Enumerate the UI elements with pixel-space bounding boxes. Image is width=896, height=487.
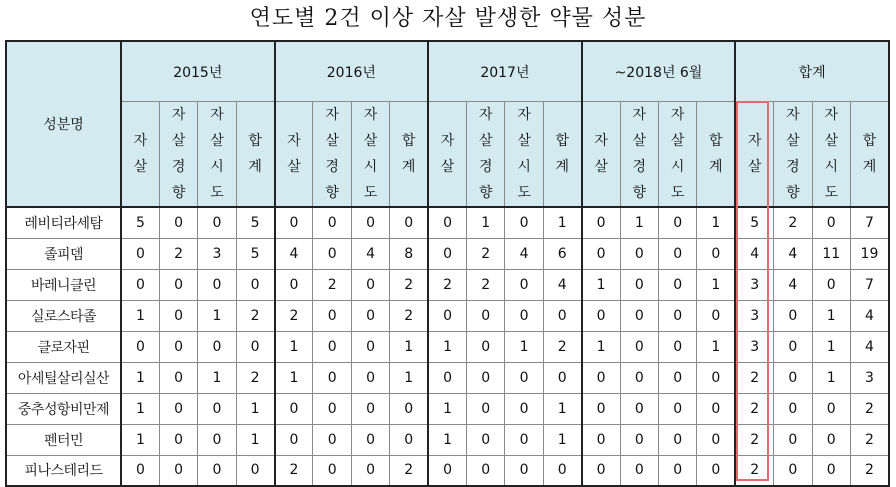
value-cell: 0 [275,207,313,238]
value-cell: 0 [582,424,620,455]
value-cell: 1 [812,300,850,331]
value-cell: 0 [582,300,620,331]
value-cell: 4 [543,269,581,300]
value-cell: 2 [275,455,313,486]
value-cell: 19 [850,238,889,269]
subheader-suicide-g1 [275,102,313,208]
value-cell: 0 [313,362,351,393]
value-cell: 0 [620,238,658,269]
value-cell: 0 [198,424,236,455]
value-cell: 2 [275,300,313,331]
value-cell: 0 [697,300,735,331]
subheader-suicide-tendency-g4 [774,102,812,208]
value-cell: 0 [390,207,428,238]
value-cell: 0 [658,269,696,300]
value-cell: 0 [159,207,197,238]
value-cell: 0 [658,362,696,393]
value-cell: 0 [351,393,389,424]
value-cell: 0 [428,300,466,331]
subheader-suicide-tendency-g2 [467,102,505,208]
value-cell: 0 [697,238,735,269]
value-cell: 0 [428,238,466,269]
drug-name-cell: 실로스타졸 [6,300,121,331]
drug-name-cell: 졸피뎀 [6,238,121,269]
value-cell: 0 [467,393,505,424]
value-cell: 2 [236,300,274,331]
value-cell: 0 [313,393,351,424]
value-cell: 2 [735,455,773,486]
value-cell: 4 [735,238,773,269]
name-column-header: 성분명 [6,41,121,207]
value-cell: 0 [582,207,620,238]
subheader-label: 합계 [555,133,569,175]
value-cell: 1 [428,393,466,424]
value-cell: 0 [505,424,543,455]
value-cell: 3 [735,331,773,362]
value-cell: 2 [467,238,505,269]
year-header-2018: ~2018년 6월 [582,41,736,102]
subheader-label: 자살경향 [171,107,186,201]
subheader-label: 자살 [133,133,148,175]
value-cell: 0 [159,455,197,486]
subheader-suicide-g2 [428,102,466,208]
value-cell: 4 [774,238,812,269]
table-row [6,393,889,424]
table-row [6,269,889,300]
table-row [6,300,889,331]
value-cell: 0 [620,331,658,362]
value-cell: 1 [428,331,466,362]
subheader-suicide-attempt-g3 [658,102,696,208]
value-cell: 4 [850,331,889,362]
value-cell: 0 [159,362,197,393]
subheader-suicide-attempt-g2 [505,102,543,208]
table-row [6,331,889,362]
subheader-label: 자살시도 [670,107,685,201]
subheader-label: 자살 [594,133,608,175]
value-cell: 7 [850,207,889,238]
value-cell: 0 [121,269,159,300]
value-cell: 1 [390,362,428,393]
value-cell: 0 [121,238,159,269]
subheader-suicide-g3 [582,102,620,208]
value-cell: 0 [351,269,389,300]
value-cell: 1 [198,300,236,331]
value-cell: 0 [351,424,389,455]
value-cell: 0 [582,362,620,393]
value-cell: 1 [543,424,581,455]
value-cell: 2 [390,455,428,486]
value-cell: 0 [275,269,313,300]
value-cell: 0 [774,362,812,393]
value-cell: 0 [159,393,197,424]
value-cell: 0 [313,424,351,455]
value-cell: 0 [467,455,505,486]
value-cell: 0 [467,331,505,362]
value-cell: 0 [505,455,543,486]
value-cell: 0 [121,331,159,362]
value-cell: 0 [236,455,274,486]
value-cell: 1 [812,331,850,362]
value-cell: 4 [505,238,543,269]
value-cell: 0 [812,269,850,300]
value-cell: 0 [582,455,620,486]
value-cell: 0 [198,331,236,362]
value-cell: 0 [390,393,428,424]
subheader-label: 자살시도 [824,107,838,201]
value-cell: 0 [467,424,505,455]
value-cell: 4 [850,300,889,331]
table-row [6,207,889,238]
subheader-suicide-tendency-g0 [159,102,197,208]
drug-name-cell: 아세틸살리실산 [6,362,121,393]
drug-name-cell: 레비티라세탐 [6,207,121,238]
drug-suicide-table [5,40,890,487]
subheader-label: 합계 [862,133,877,175]
value-cell: 0 [658,331,696,362]
value-cell: 7 [850,269,889,300]
value-cell: 1 [812,362,850,393]
value-cell: 0 [428,362,466,393]
value-cell: 1 [697,207,735,238]
value-cell: 1 [428,424,466,455]
value-cell: 0 [313,455,351,486]
value-cell: 2 [774,207,812,238]
value-cell: 2 [428,269,466,300]
value-cell: 0 [236,269,274,300]
value-cell: 0 [812,393,850,424]
value-cell: 0 [620,424,658,455]
value-cell: 0 [658,424,696,455]
value-cell: 0 [505,207,543,238]
value-cell: 4 [351,238,389,269]
value-cell: 1 [697,331,735,362]
value-cell: 0 [658,455,696,486]
value-cell: 0 [467,300,505,331]
value-cell: 0 [505,269,543,300]
value-cell: 2 [236,362,274,393]
subheader-suicide-g4 [735,102,773,208]
value-cell: 0 [121,455,159,486]
value-cell: 0 [159,269,197,300]
value-cell: 0 [658,300,696,331]
value-cell: 2 [390,269,428,300]
value-cell: 0 [774,424,812,455]
value-cell: 2 [735,424,773,455]
value-cell: 0 [236,331,274,362]
drug-name-cell: 펜터민 [6,424,121,455]
subheader-suicide-g0 [121,102,159,208]
value-cell: 1 [505,331,543,362]
value-cell: 0 [159,300,197,331]
year-header-2017: 2017년 [428,41,582,102]
subheader-suicide-tendency-g3 [620,102,658,208]
drug-name-cell: 중추성항비만제 [6,393,121,424]
value-cell: 0 [467,362,505,393]
value-cell: 0 [774,300,812,331]
subheader-label: 자살경향 [478,107,493,201]
value-cell: 1 [121,424,159,455]
value-cell: 2 [735,362,773,393]
value-cell: 0 [390,424,428,455]
value-cell: 5 [236,207,274,238]
value-cell: 1 [121,393,159,424]
subheader-label: 자살 [747,133,762,175]
value-cell: 0 [620,393,658,424]
value-cell: 1 [390,331,428,362]
subheader-label: 자살시도 [363,107,378,201]
value-cell: 1 [582,269,620,300]
value-cell: 6 [543,238,581,269]
value-cell: 2 [735,393,773,424]
value-cell: 1 [121,362,159,393]
value-cell: 0 [313,331,351,362]
value-cell: 0 [812,424,850,455]
value-cell: 0 [697,455,735,486]
table-row [6,238,889,269]
value-cell: 2 [159,238,197,269]
subheader-suicide-attempt-g1 [351,102,389,208]
value-cell: 0 [198,455,236,486]
value-cell: 0 [543,455,581,486]
value-cell: 1 [620,207,658,238]
value-cell: 0 [351,331,389,362]
value-cell: 0 [697,424,735,455]
value-cell: 0 [582,238,620,269]
table-row [6,362,889,393]
subheader-suicide-tendency-g1 [313,102,351,208]
value-cell: 1 [236,424,274,455]
value-cell: 1 [198,362,236,393]
table-row [6,455,889,486]
value-cell: 3 [735,269,773,300]
value-cell: 0 [351,300,389,331]
value-cell: 2 [850,393,889,424]
value-cell: 4 [774,269,812,300]
subheader-subtotal-g0 [236,102,274,208]
year-header-2015: 2015년 [121,41,275,102]
value-cell: 0 [812,207,850,238]
value-cell: 2 [850,424,889,455]
value-cell: 0 [351,362,389,393]
drug-name-cell: 피나스테리드 [6,455,121,486]
value-cell: 0 [313,207,351,238]
subheader-label: 자살 [287,133,301,175]
value-cell: 2 [850,455,889,486]
value-cell: 0 [543,300,581,331]
value-cell: 0 [620,362,658,393]
subcolumn-header-row [6,102,889,208]
subheader-label: 합계 [248,133,262,175]
value-cell: 0 [351,207,389,238]
table-title: 연도별 2건 이상 자살 발생한 약물 성분 [249,6,647,31]
subheader-subtotal-g3 [697,102,735,208]
value-cell: 0 [159,424,197,455]
year-header-2016: 2016년 [275,41,429,102]
value-cell: 5 [121,207,159,238]
value-cell: 0 [812,455,850,486]
value-cell: 0 [774,455,812,486]
value-cell: 1 [543,207,581,238]
value-cell: 0 [620,269,658,300]
value-cell: 4 [275,238,313,269]
value-cell: 1 [697,269,735,300]
value-cell: 0 [275,424,313,455]
subheader-label: 자살 [440,133,455,175]
value-cell: 0 [620,300,658,331]
drug-name-cell: 바레니클린 [6,269,121,300]
value-cell: 5 [735,207,773,238]
value-cell: 0 [543,362,581,393]
value-cell: 2 [390,300,428,331]
value-cell: 0 [774,393,812,424]
subheader-label: 자살경향 [325,107,339,201]
value-cell: 0 [620,455,658,486]
subheader-label: 합계 [709,133,723,175]
subheader-subtotal-g1 [390,102,428,208]
value-cell: 0 [313,238,351,269]
value-cell: 1 [121,300,159,331]
value-cell: 0 [428,207,466,238]
subheader-label: 합계 [401,133,416,175]
value-cell: 3 [198,238,236,269]
value-cell: 0 [275,393,313,424]
value-cell: 0 [313,300,351,331]
subheader-label: 자살경향 [786,107,800,201]
value-cell: 0 [505,393,543,424]
value-cell: 0 [658,393,696,424]
value-cell: 0 [658,207,696,238]
subheader-label: 자살시도 [210,107,224,201]
value-cell: 1 [236,393,274,424]
subheader-suicide-attempt-g4 [812,102,850,208]
value-cell: 1 [275,331,313,362]
table-body [6,207,889,486]
value-cell: 0 [159,331,197,362]
value-cell: 0 [351,455,389,486]
value-cell: 1 [467,207,505,238]
value-cell: 1 [275,362,313,393]
subheader-label: 자살경향 [632,107,647,201]
value-cell: 0 [582,393,620,424]
value-cell: 0 [658,238,696,269]
value-cell: 5 [236,238,274,269]
value-cell: 0 [505,300,543,331]
subheader-label: 자살시도 [517,107,531,201]
value-cell: 0 [505,362,543,393]
value-cell: 0 [198,269,236,300]
value-cell: 3 [735,300,773,331]
subheader-subtotal-g2 [543,102,581,208]
value-cell: 8 [390,238,428,269]
value-cell: 2 [467,269,505,300]
value-cell: 0 [774,331,812,362]
value-cell: 0 [198,393,236,424]
table-row [6,424,889,455]
value-cell: 3 [850,362,889,393]
value-cell: 0 [198,207,236,238]
value-cell: 0 [697,362,735,393]
value-cell: 2 [543,331,581,362]
value-cell: 1 [582,331,620,362]
value-cell: 0 [697,393,735,424]
value-cell: 0 [428,455,466,486]
year-header-row [6,41,889,102]
subheader-suicide-attempt-g0 [198,102,236,208]
drug-name-cell: 클로자핀 [6,331,121,362]
value-cell: 1 [543,393,581,424]
value-cell: 11 [812,238,850,269]
year-header-total: 합계 [735,41,889,102]
subheader-subtotal-g4 [850,102,889,208]
value-cell: 2 [313,269,351,300]
